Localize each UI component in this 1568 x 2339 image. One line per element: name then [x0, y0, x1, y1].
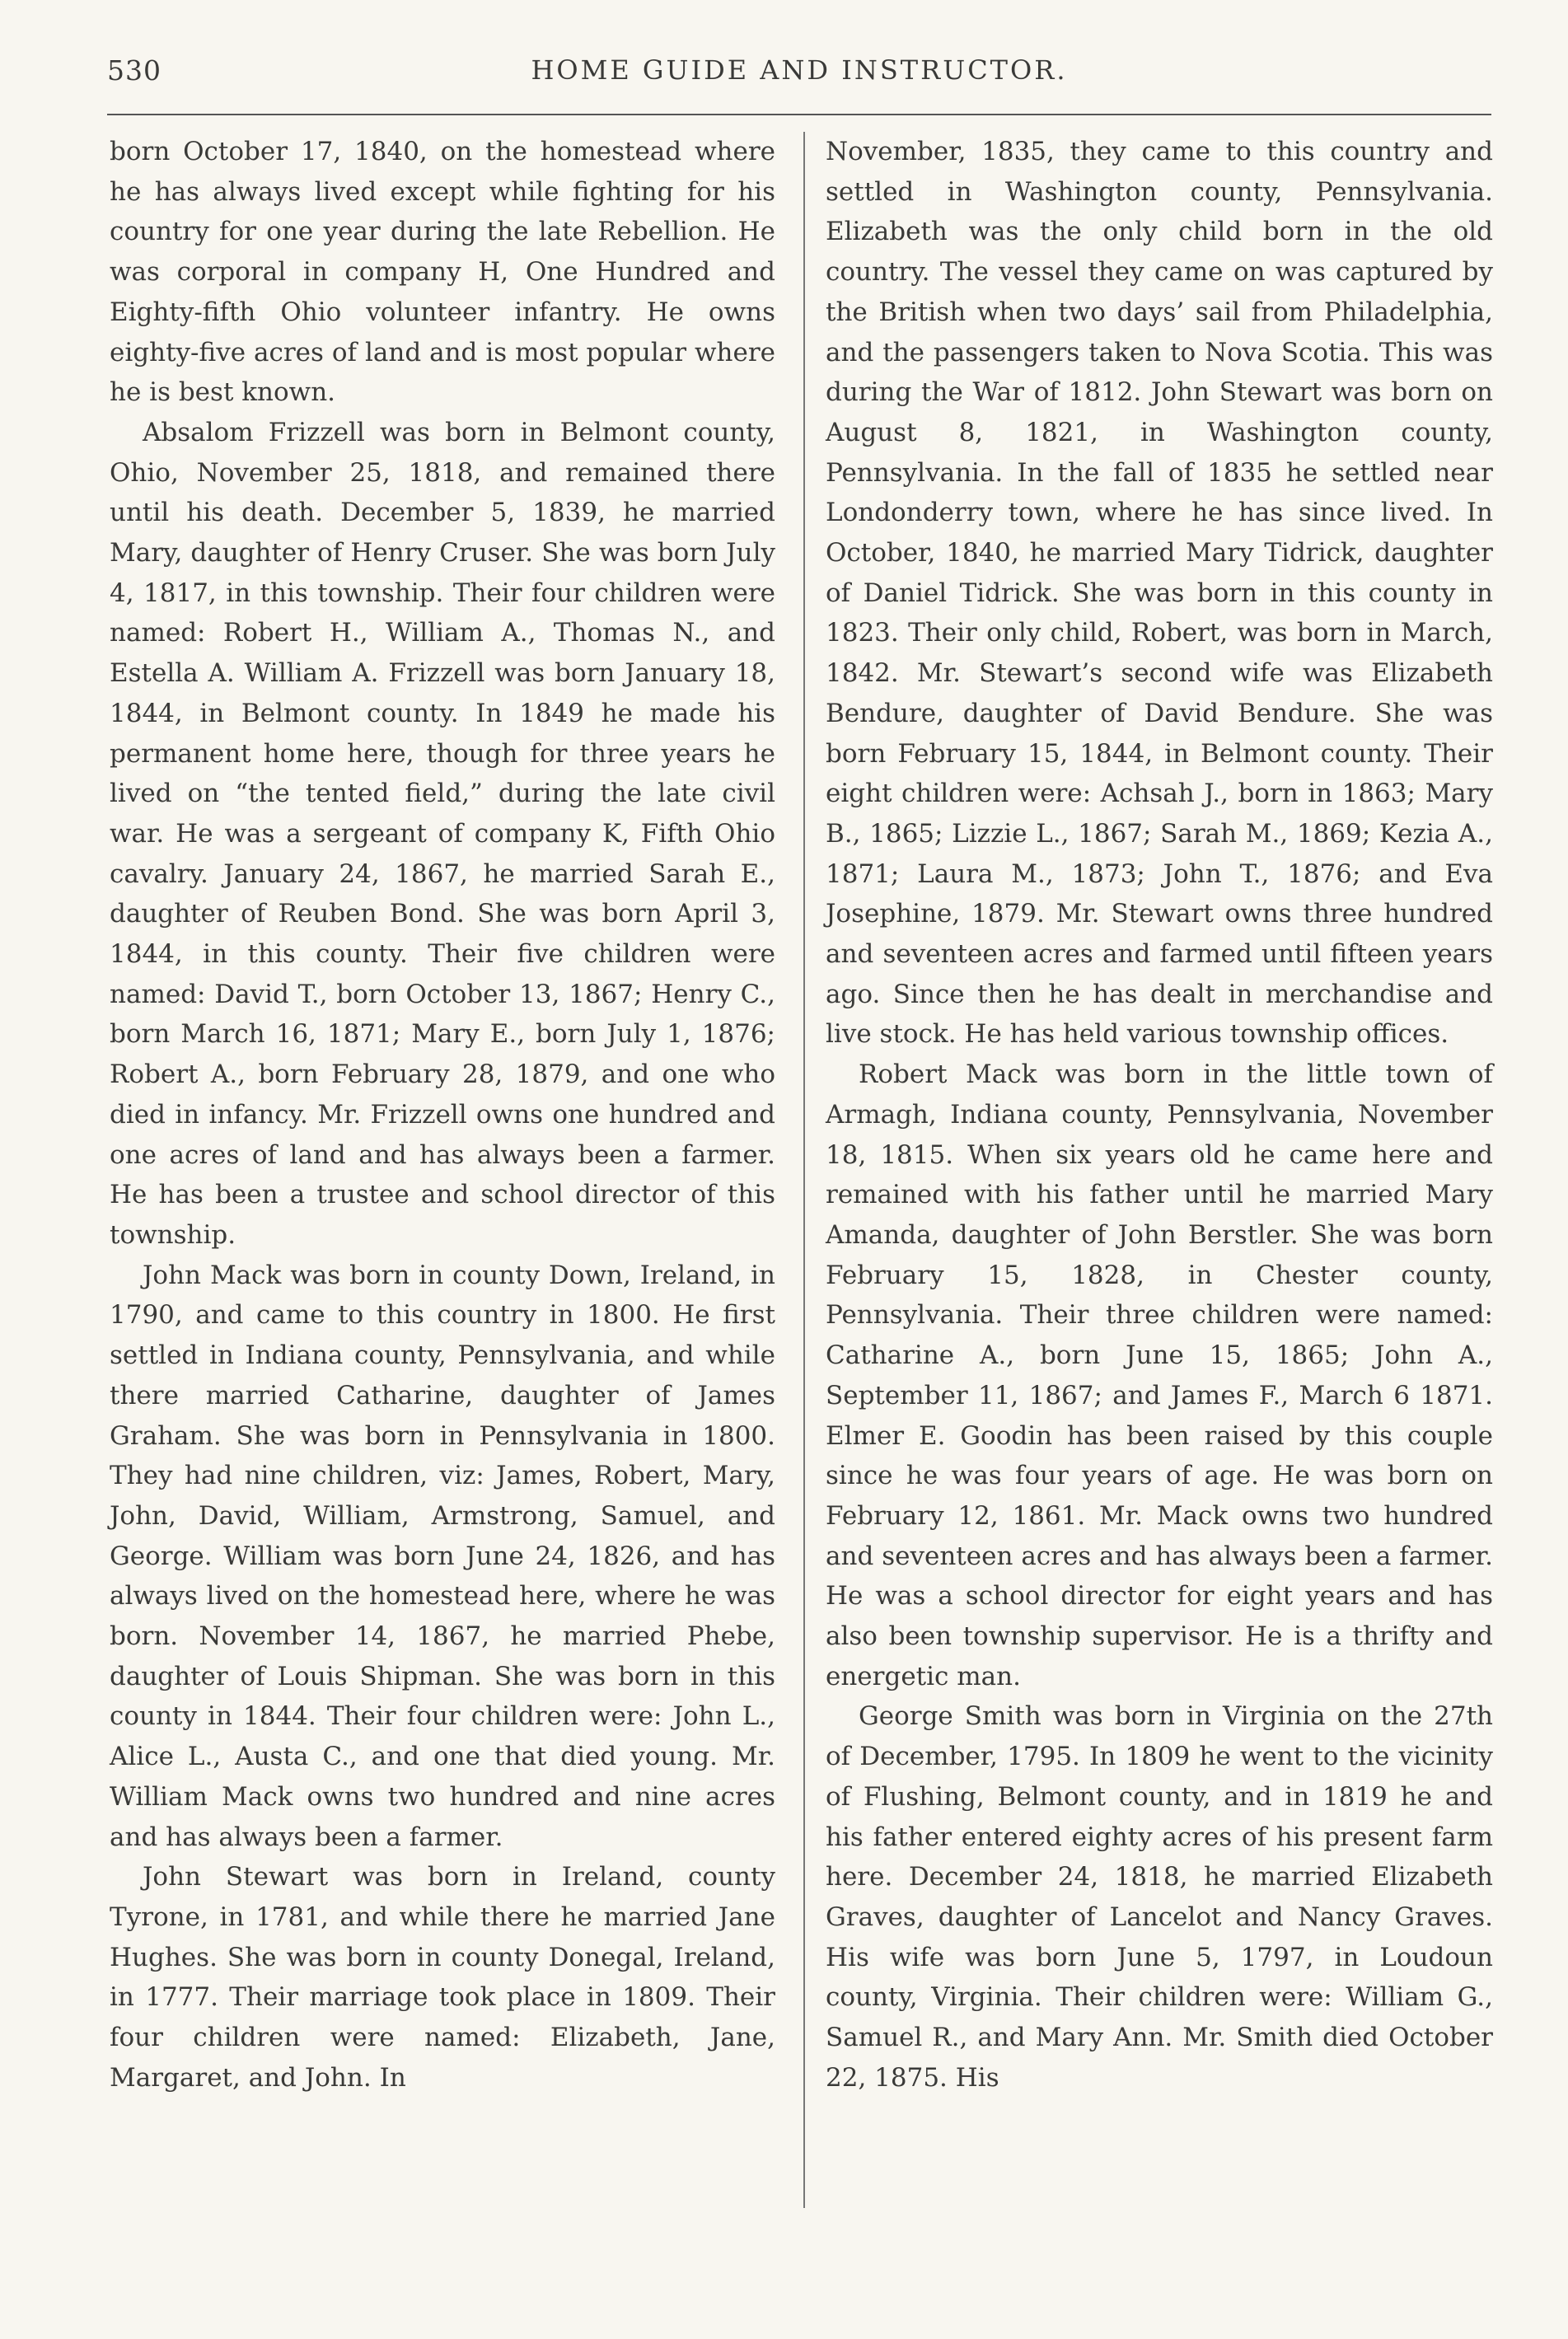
running-title: HOME GUIDE AND INSTRUCTOR.: [531, 54, 1068, 86]
page-header: [107, 54, 1491, 101]
header-rule: [107, 114, 1491, 115]
paragraph: Robert Mack was born in the little town of Armagh, Indiana county, Pennsylvania, November 18, 1815. When six years old he came here and remained with his father until he married Mary Amanda, daughter of John Berstler. She was born February 15, 1828, in Chester county, Pennsylvania. Their three children were named: Catharine A., born June 15, 1865; John A., September 11, 1867; and James F., March 6 1871. Elmer E. Goodin has been raised by this couple since he was four years of age. He was born on February 12, 1861. Mr. Mack owns two hundred and seventeen acres and has always been a farmer. He was a school director for eight years and has also been township supervisor. He is a thrifty and energetic man.: [826, 1060, 1493, 1691]
paragraph: John Stewart was born in Ireland, county Tyrone, in 1781, and while there he married Jane Hughes. She was born in county Donegal, Ireland, in 1777. Their marriage took place in 1809. Their four children were named: Elizabeth, Jane, Margaret, and John. In: [110, 1862, 775, 2093]
paragraph: born October 17, 1840, on the homestead where he has always lived except while fighting for his country for one year during the late Rebellion. He was corporal in company H, One Hundred and Eighty-fifth Ohio volunteer infantry. He owns eighty-five acres of land and is most popular where he is best known.: [110, 137, 775, 408]
column-divider: [803, 132, 805, 2208]
paragraph: Absalom Frizzell was born in Belmont county, Ohio, November 25, 1818, and remained there until his death. December 5, 1839, he married Mary, daughter of Henry Cruser. She was born July 4, 1817, in this township. Their four children were named: Robert H., William A., Thomas N., and Estella A. William A. Frizzell was born January 18, 1844, in Belmont county. In 1849 he made his permanent home here, though for three years he lived on “the tented field,” during the late civil war. He was a sergeant of company K, Fifth Ohio cavalry. January 24, 1867, he married Sarah E., daughter of Reuben Bond. She was born April 3, 1844, in this county. Their five children were named: David T., born October 13, 1867; Henry C., born March 16, 1871; Mary E., born July 1, 1876; Robert A., born February 28, 1879, and one who died in infancy. Mr. Frizzell owns one hundred and one acres of land and has always been a farmer. He has been a trustee and school director of this township.: [110, 417, 775, 1250]
right-column: [826, 132, 1493, 2098]
page-number: 530: [107, 54, 161, 87]
paragraph: George Smith was born in Virginia on the 27th of December, 1795. In 1809 he went to the vicinity of Flushing, Belmont county, and in 1819 he and his father entered eighty acres of his present farm here. December 24, 1818, he married Elizabeth Graves, daughter of Lancelot and Nancy Graves. His wife was born June 5, 1797, in Loudoun county, Virginia. Their children were: William G., Samuel R., and Mary Ann. Mr. Smith died October 22, 1875. His: [826, 1701, 1493, 2093]
left-column: [110, 132, 775, 2098]
paragraph: John Mack was born in county Down, Ireland, in 1790, and came to this country in 1800. He first settled in Indiana county, Pennsylvania, and while there married Catharine, daughter of James Graham. She was born in Pennsylvania in 1800. They had nine children, viz: James, Robert, Mary, John, David, William, Armstrong, Samuel, and George. William was born June 24, 1826, and has always lived on the homestead here, where he was born. November 14, 1867, he married Phebe, daughter of Louis Shipman. She was born in this county in 1844. Their four children were: John L., Alice L., Austa C., and one that died young. Mr. William Mack owns two hundred and nine acres and has always been a farmer.: [110, 1260, 775, 1852]
paragraph: November, 1835, they came to this country and settled in Washington county, Pennsylvania. Elizabeth was the only child born in the old country. The vessel they came on was captured by the British when two days’ sail from Philadelphia, and the passengers taken to Nova Scotia. This was during the War of 1812. John Stewart was born on August 8, 1821, in Washington county, Pennsylvania. In the fall of 1835 he settled near Londonderry town, where he has since lived. In October, 1840, he married Mary Tidrick, daughter of Daniel Tidrick. She was born in this county in 1823. Their only child, Robert, was born in March, 1842. Mr. Stewart’s second wife was Elizabeth Bendure, daughter of David Bendure. She was born February 15, 1844, in Belmont county. Their eight children were: Achsah J., born in 1863; Mary B., 1865; Lizzie L., 1867; Sarah M., 1869; Kezia A., 1871; Laura M., 1873; John T., 1876; and Eva Josephine, 1879. Mr. Stewart owns three hundred and seventeen acres and farmed until fifteen years ago. Since then he has dealt in merchandise and live stock. He has held various township offices.: [826, 137, 1493, 1050]
